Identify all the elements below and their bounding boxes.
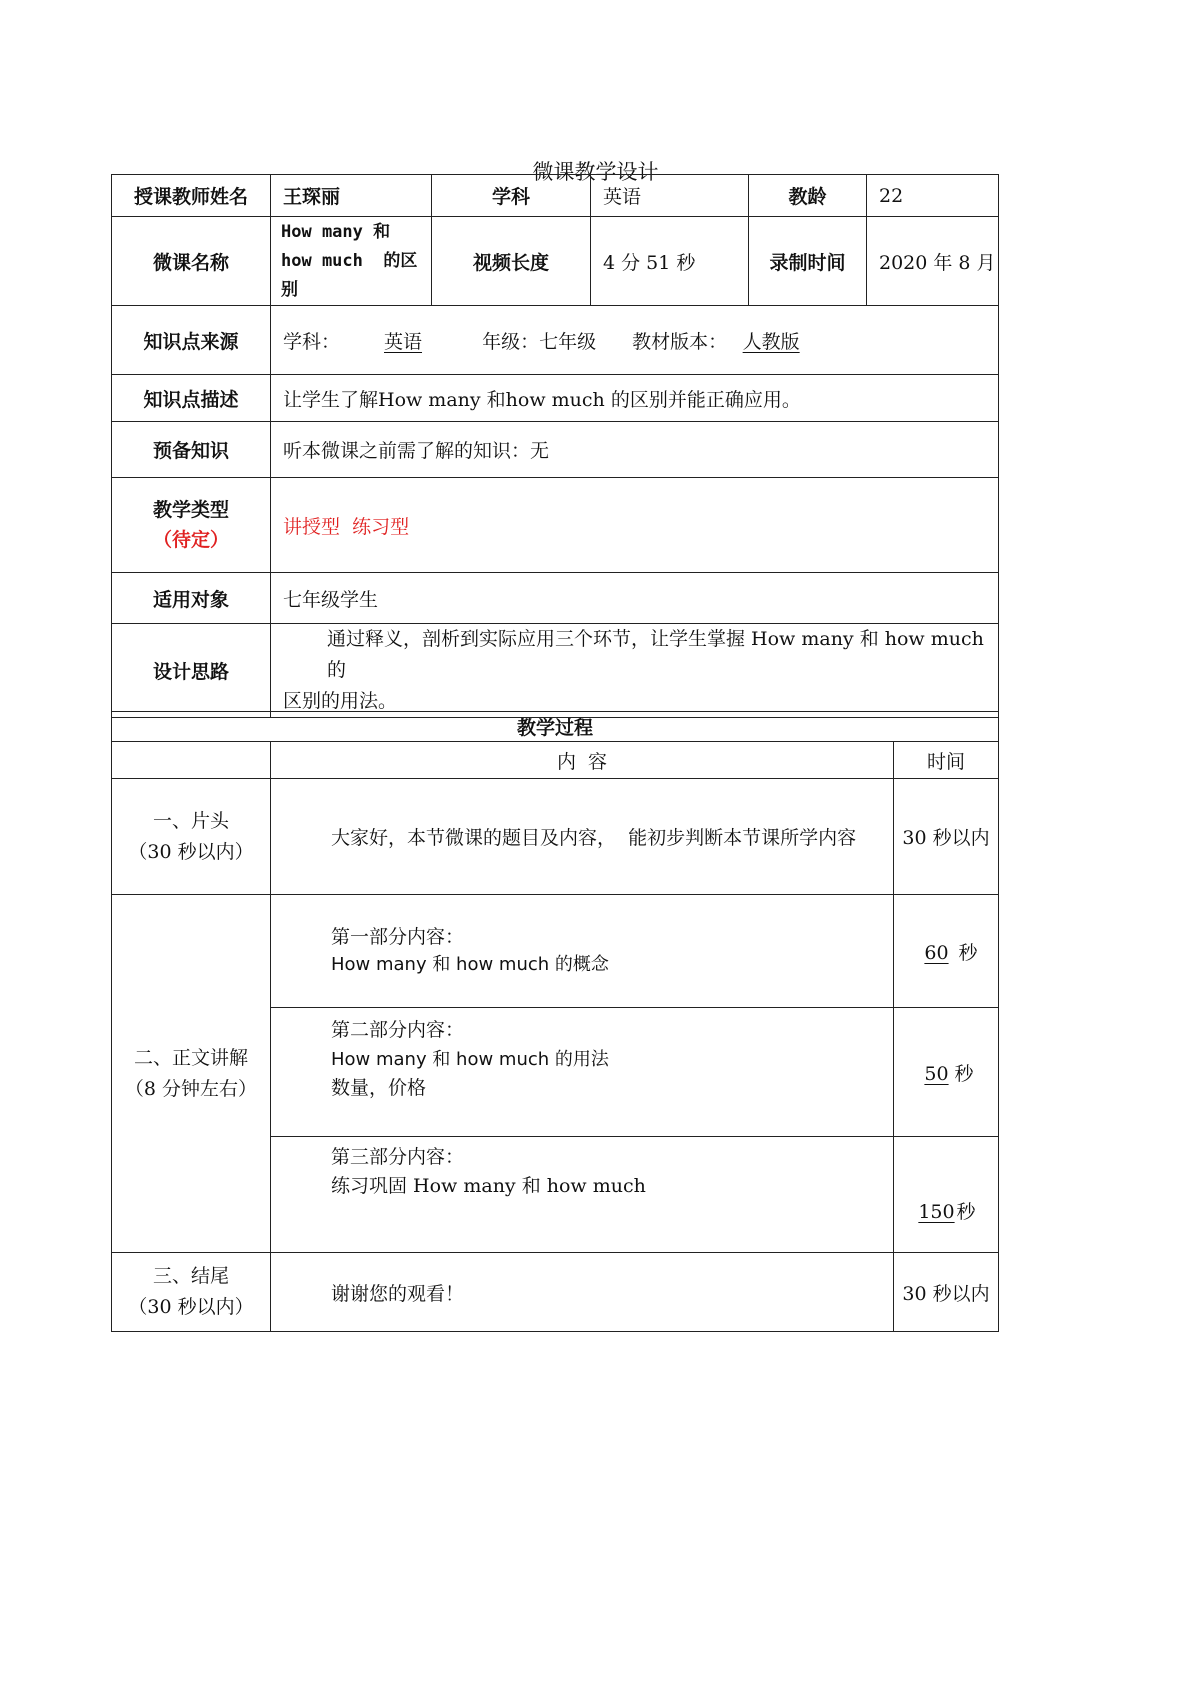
section-intro-name-cell	[112, 779, 271, 895]
source-edition-value: 人教版	[742, 330, 800, 353]
years-label: 教龄	[749, 175, 867, 217]
section-main-name: 二、正文讲解	[133, 1046, 248, 1069]
section-end-name: 三、结尾	[152, 1265, 229, 1287]
desc-label: 知识点描述	[112, 375, 271, 422]
source-value	[271, 306, 999, 375]
section-intro-limit: （30 秒以内）	[128, 840, 254, 863]
part2-time	[894, 1008, 999, 1137]
part2-line2: 数量，价格	[331, 1077, 427, 1099]
part1-line: How many 和 how much 的概念	[331, 954, 609, 975]
source-label: 知识点来源	[112, 306, 271, 375]
part3-time-value: 150	[918, 1201, 955, 1223]
subject-label: 学科	[432, 175, 591, 217]
type-label-note: （待定）	[152, 529, 229, 551]
section-end-content: 谢谢您的观看！	[271, 1253, 894, 1332]
part1-time	[894, 895, 999, 1008]
part3-content	[271, 1137, 894, 1253]
design-line1: 通过释义，剖析到实际应用三个环节，让学生掌握 How many 和 how much 的	[327, 628, 984, 681]
info-table	[111, 174, 999, 306]
design-value	[271, 624, 999, 718]
part3-time	[894, 1137, 999, 1253]
design-line2: 区别的用法。	[283, 690, 398, 712]
source-subject-prefix: 学科：	[283, 330, 341, 353]
part1-content	[271, 895, 894, 1008]
type-value: 讲授型 练习型	[271, 478, 999, 573]
section-main-limit: （8 分钟左右）	[124, 1077, 258, 1100]
years-value: 22	[867, 175, 999, 217]
teacher-value: 王琛丽	[271, 175, 432, 217]
section-end-limit: （30 秒以内）	[128, 1296, 254, 1318]
section-intro-name: 一、片头	[152, 809, 229, 832]
course-value-line1: How many 和	[281, 221, 391, 242]
source-edition-prefix: 教材版本：	[632, 330, 728, 353]
source-subject-value: 英语	[384, 330, 423, 353]
part1-time-unit: 秒	[958, 941, 978, 964]
section-intro-content: 大家好，本节微课的题目及内容， 能初步判断本节课所学内容	[271, 779, 894, 895]
video-value: 4 分 51 秒	[591, 217, 749, 306]
audience-label: 适用对象	[112, 573, 271, 624]
part2-time-unit: 秒	[954, 1062, 974, 1085]
course-value-line3: 别	[281, 279, 298, 300]
details-table	[111, 305, 999, 718]
part3-title: 第三部分内容：	[331, 1146, 465, 1168]
part2-title: 第二部分内容：	[331, 1019, 465, 1041]
header-content: 内 容	[271, 742, 894, 779]
part1-title: 第一部分内容：	[331, 926, 465, 948]
teacher-label: 授课教师姓名	[112, 175, 271, 217]
desc-value: 让学生了解How many 和how much 的区别并能正确应用。	[271, 375, 999, 422]
part2-content	[271, 1008, 894, 1137]
part2-time-value: 50	[924, 1062, 949, 1085]
header-time: 时间	[894, 742, 999, 779]
course-value-line2: how much 的区	[281, 250, 418, 271]
section-end-time: 30 秒以内	[894, 1253, 999, 1332]
part1-time-value: 60	[924, 941, 949, 964]
audience-value: 七年级学生	[271, 573, 999, 624]
record-value: 2020 年 8 月	[867, 217, 999, 306]
type-label-cell	[112, 478, 271, 573]
part3-time-unit: 秒	[956, 1201, 976, 1223]
source-grade: 年级：七年级	[482, 330, 597, 353]
course-value	[271, 217, 432, 306]
type-label: 教学类型	[152, 499, 229, 521]
part2-line1: How many 和 how much 的用法	[331, 1049, 609, 1070]
part3-line: 练习巩固 How many 和 how much	[331, 1175, 646, 1197]
process-title: 教学过程	[112, 712, 999, 742]
course-label: 微课名称	[112, 217, 271, 306]
page-title: 微课教学设计	[532, 160, 659, 184]
design-label: 设计思路	[112, 624, 271, 718]
subject-value: 英语	[591, 175, 749, 217]
header-empty-cell	[112, 742, 271, 779]
section-main-name-cell	[112, 895, 271, 1253]
section-intro-time: 30 秒以内	[894, 779, 999, 895]
prior-label: 预备知识	[112, 422, 271, 478]
video-label: 视频长度	[432, 217, 591, 306]
prior-value: 听本微课之前需了解的知识：无	[271, 422, 999, 478]
section-end-name-cell	[112, 1253, 271, 1332]
record-label: 录制时间	[749, 217, 867, 306]
process-table	[111, 711, 999, 1332]
